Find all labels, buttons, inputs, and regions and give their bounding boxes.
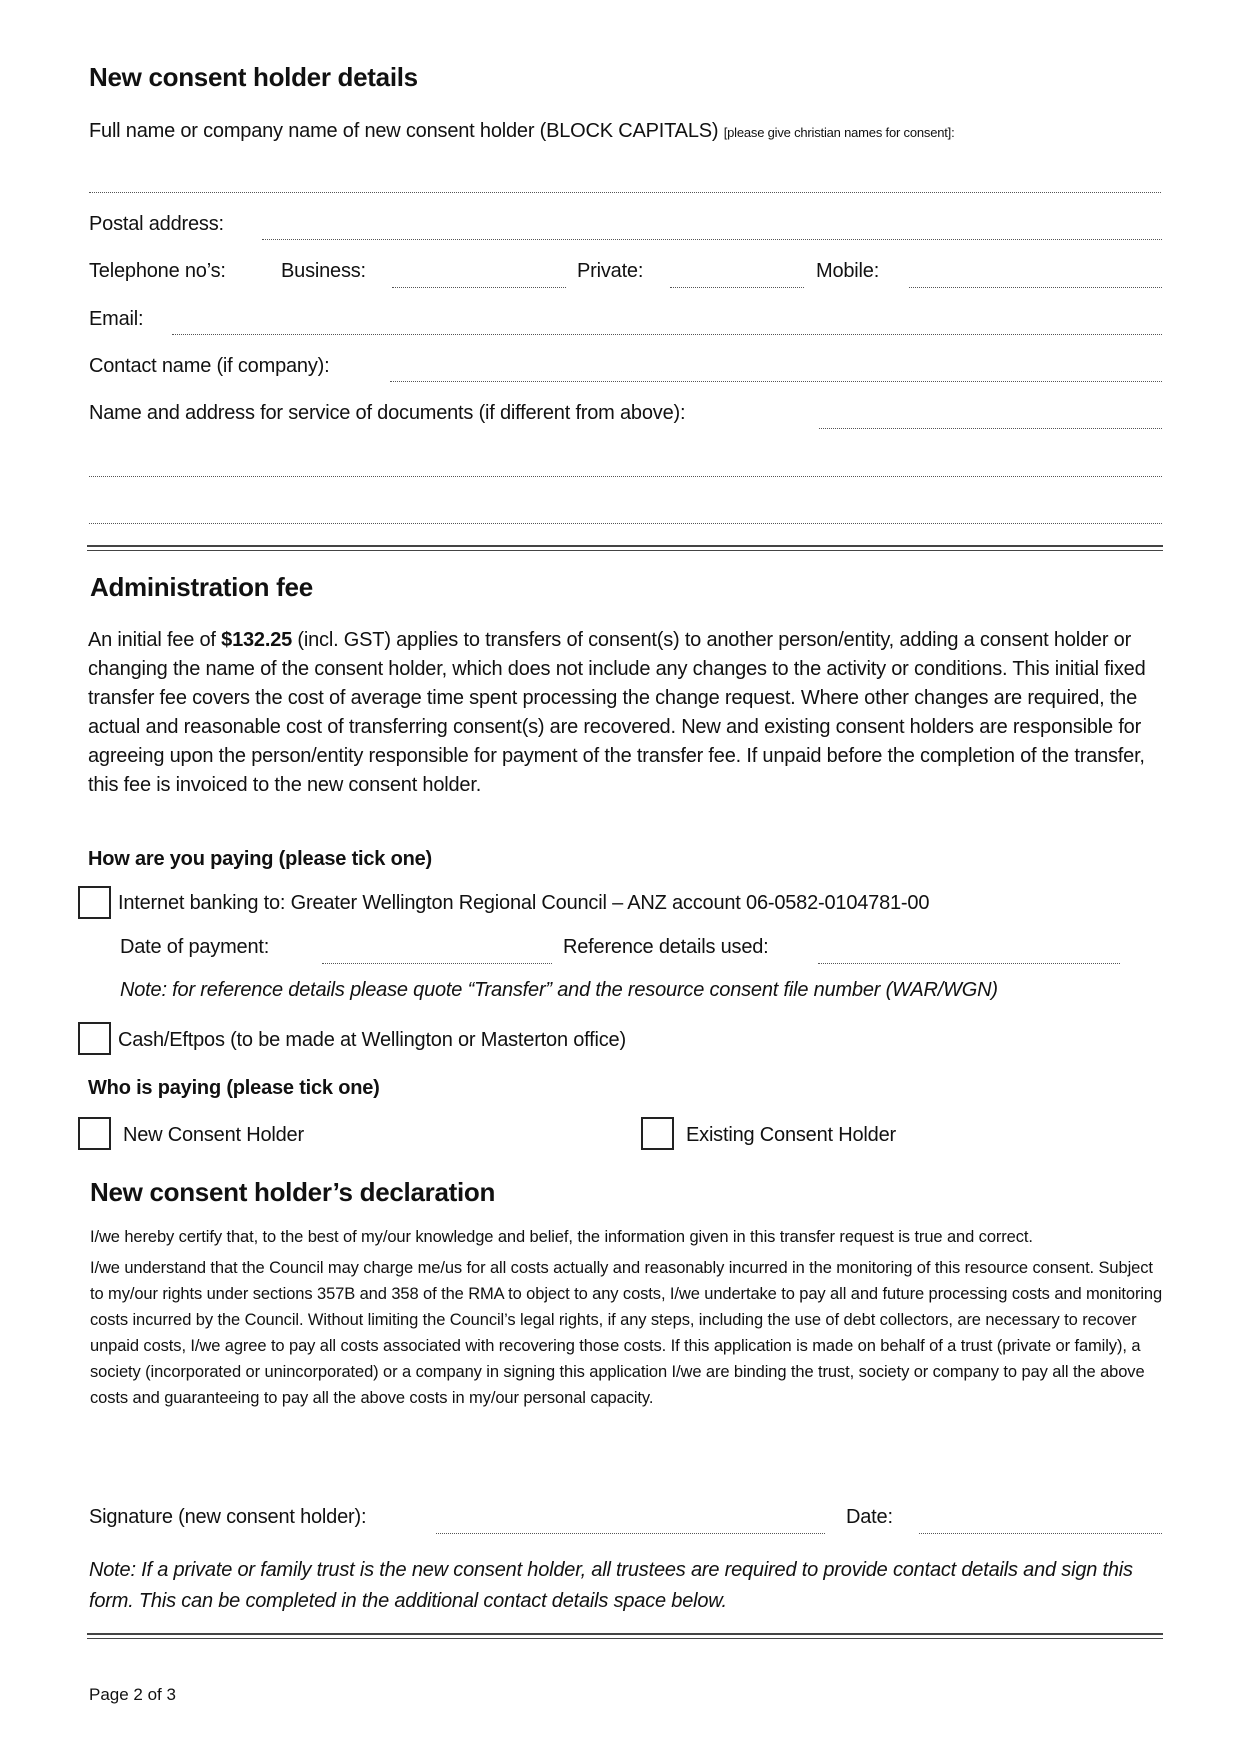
- date-of-payment-label: Date of payment:: [120, 936, 270, 958]
- service-address-field-1[interactable]: [819, 428, 1162, 429]
- telephone-label: Telephone no’s:: [89, 260, 226, 282]
- section-divider: [87, 545, 1163, 551]
- fee-paragraph-rest: (incl. GST) applies to transfers of consent(s) to another person/entity, adding a consent holder or changing the name of the consent holder, which does not include any changes to the activity or conditions. This initial fixed transfer fee covers the cost of average time spent processing the change request. Where other changes are required, the actual and reasonable cost of transferring consent(s) are recovered. New and existing consent holders are responsible for agreeing upon the person/entity responsible for payment of the transfer fee. If unpaid before the completion of the transfer, this fee is invoiced to the new consent holder.: [88, 629, 1146, 796]
- trust-note: Note: If a private or family trust is the new consent holder, all trustees are required to provide contact details and sign this form. This can be completed in the additional contact details space below.: [89, 1559, 1133, 1612]
- full-name-label-text: Full name or company name of new consent holder (BLOCK CAPITALS): [89, 120, 719, 142]
- full-name-label: [89, 120, 954, 143]
- new-consent-holder-label: New Consent Holder: [123, 1124, 304, 1146]
- date-label: Date:: [846, 1506, 893, 1528]
- mobile-phone-field[interactable]: [909, 287, 1162, 288]
- business-phone-label: Business:: [281, 260, 366, 282]
- how-paying-heading: How are you paying (please tick one): [88, 848, 433, 870]
- who-paying-heading: Who is paying (please tick one): [88, 1077, 380, 1099]
- postal-address-label: Postal address:: [89, 213, 224, 235]
- signature-field[interactable]: [436, 1533, 825, 1534]
- existing-consent-holder-label: Existing Consent Holder: [686, 1124, 896, 1146]
- section-heading-administration-fee: Administration fee: [90, 572, 313, 602]
- fee-amount: $132.25: [221, 629, 293, 651]
- contact-name-field[interactable]: [390, 381, 1162, 382]
- service-address-field-3[interactable]: [89, 523, 1162, 524]
- declaration-paragraph-1: I/we hereby certify that, to the best of my/our knowledge and belief, the information given in this transfer request is true and correct.: [90, 1228, 1033, 1246]
- mobile-phone-label: Mobile:: [816, 260, 880, 282]
- fee-paragraph: [88, 626, 1163, 800]
- full-name-field[interactable]: [89, 192, 1161, 193]
- fee-paragraph-prefix: An initial fee of: [88, 629, 222, 651]
- signature-label: Signature (new consent holder):: [89, 1506, 367, 1528]
- full-name-hint: [please give christian names for consent]:: [723, 125, 955, 140]
- business-phone-field[interactable]: [392, 287, 566, 288]
- internet-banking-label: Internet banking to: Greater Wellington Regional Council – ANZ account 06-0582-0104781-00: [118, 892, 930, 914]
- cash-eftpos-checkbox[interactable]: [78, 1022, 111, 1055]
- new-consent-holder-checkbox[interactable]: [78, 1117, 111, 1150]
- existing-consent-holder-checkbox[interactable]: [641, 1117, 674, 1150]
- reference-details-field[interactable]: [818, 963, 1120, 964]
- service-address-field-2[interactable]: [89, 476, 1162, 477]
- internet-banking-checkbox[interactable]: [78, 886, 111, 919]
- page-number: Page 2 of 3: [89, 1685, 176, 1704]
- section-heading-declaration: New consent holder’s declaration: [90, 1177, 496, 1207]
- reference-note: Note: for reference details please quote “Transfer” and the resource consent file number (WAR/WGN): [120, 979, 998, 1001]
- section-heading-new-consent-holder-details: New consent holder details: [89, 62, 418, 92]
- footer-divider: [87, 1633, 1163, 1639]
- declaration-text: [90, 1224, 1165, 1411]
- date-field[interactable]: [919, 1533, 1162, 1534]
- reference-details-label: Reference details used:: [563, 936, 769, 958]
- email-field[interactable]: [172, 334, 1162, 335]
- email-label: Email:: [89, 308, 144, 330]
- cash-eftpos-label: Cash/Eftpos (to be made at Wellington or Masterton office): [118, 1029, 626, 1051]
- postal-address-field[interactable]: [262, 239, 1162, 240]
- private-phone-field[interactable]: [670, 287, 804, 288]
- date-of-payment-field[interactable]: [322, 963, 552, 964]
- service-address-label: Name and address for service of documents (if different from above):: [89, 402, 686, 424]
- contact-name-label: Contact name (if company):: [89, 355, 330, 377]
- private-phone-label: Private:: [577, 260, 644, 282]
- declaration-paragraph-2: I/we understand that the Council may charge me/us for all costs actually and reasonably incurred in the monitoring of this resource consent. Subject to my/our rights under sections 357B and 358 of the RMA to object to any costs, I/we undertake to pay all and future processing costs and monitoring costs incurred by the Council. Without limiting the Council’s legal rights, if any steps, including the use of debt collectors, are necessary to recover unpaid costs, I/we agree to pay all costs associated with recovering those costs. If this application is made on behalf of a trust (private or family), a society (incorporated or unincorporated) or a company in signing this application I/we are binding the trust, society or company to pay all the above costs and guaranteeing to pay all the above costs in my/our personal capacity.: [90, 1259, 1163, 1407]
